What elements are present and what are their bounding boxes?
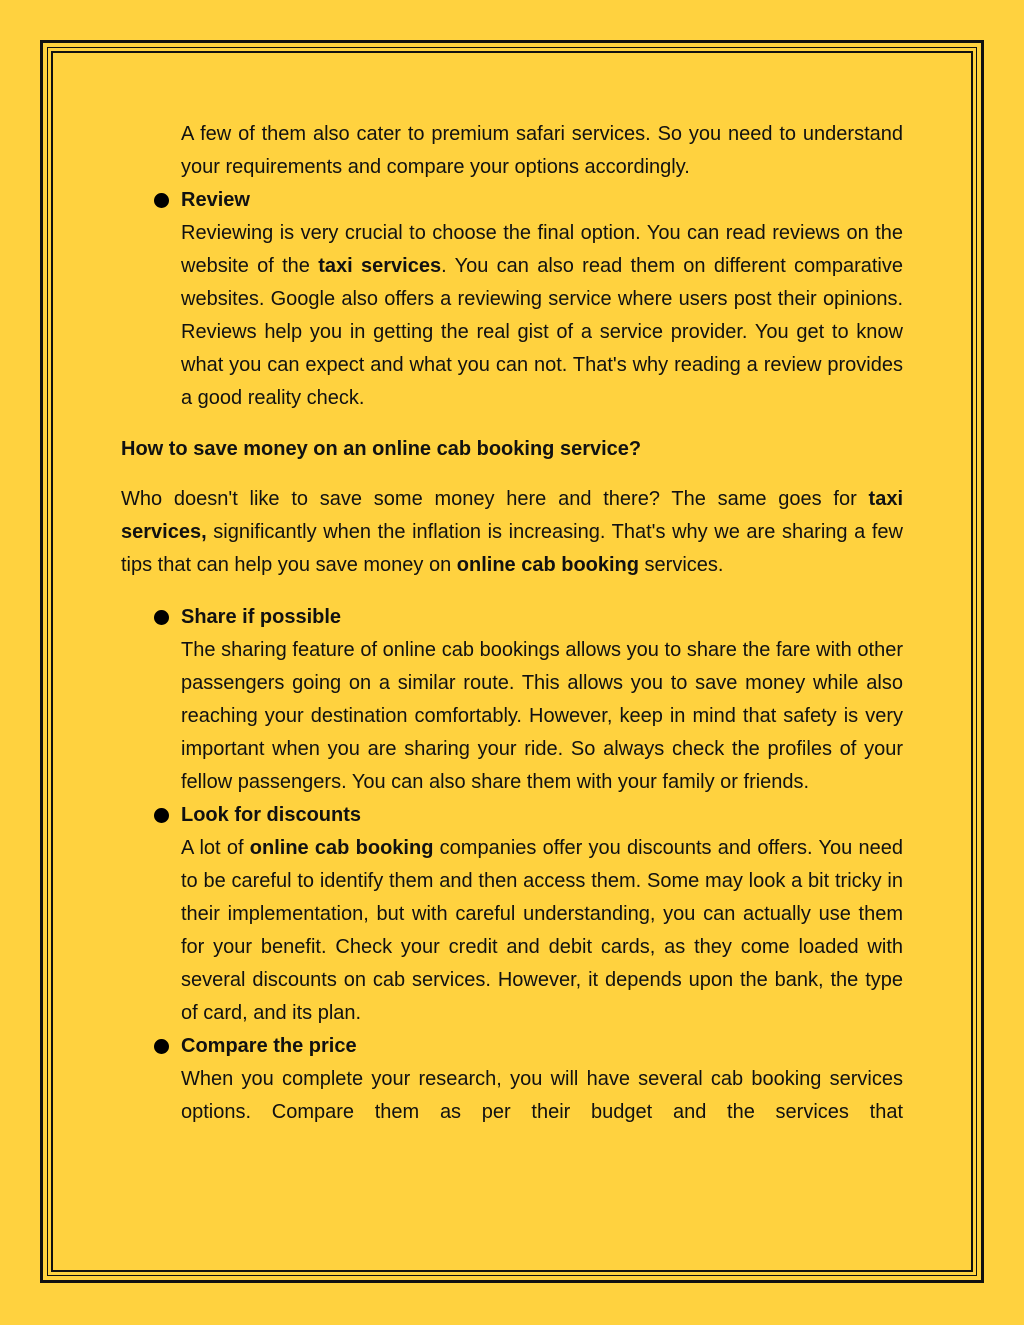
- document-body: [121, 118, 903, 1129]
- bullet-share: [181, 601, 903, 634]
- bullet-dot-icon: [154, 808, 169, 823]
- review-text-1: Reviewing is very crucial to choose the final option. You can read reviews on the website of the: [181, 222, 903, 277]
- section-heading: How to save money on an online cab booking service?: [121, 438, 642, 460]
- bullet-dot-icon: [154, 610, 169, 625]
- review-bold-taxi-services: taxi services: [318, 255, 442, 277]
- discounts-paragraph: [181, 832, 903, 1030]
- review-paragraph: [181, 217, 903, 415]
- share-text: The sharing feature of online cab bookings allows you to share the fare with other passengers going on a similar route. This allows you to save money while also reaching your destination comfortably. However, keep in mind that safety is very important when you are sharing your ride. So always check the profiles of your fellow passengers. You can also share them with your family or friends.: [181, 639, 903, 793]
- tips-intro-text-1: Who doesn't like to save some money here and there? The same goes for: [121, 488, 869, 510]
- intro-paragraph: [181, 118, 903, 184]
- tips-intro-text-3: services.: [639, 554, 724, 576]
- tips-intro-paragraph: [121, 483, 903, 582]
- discounts-bold-online-cab: online cab booking: [249, 837, 434, 859]
- bullet-discounts: [181, 799, 903, 832]
- tips-intro-text-2: significantly when the inflation is increasing. That's why we are sharing a few tips that can help you save money on: [121, 521, 903, 576]
- discounts-text-2: companies offer you discounts and offers. You need to be careful to identify them and then access them. Some may look a bit tricky in their implementation, but with careful understanding, you can actually use them for your benefit. Check your credit and debit cards, as they come loaded with several discounts on cab services. However, it depends upon the bank, the type of card, and its plan.: [181, 837, 903, 1024]
- compare-paragraph: [181, 1063, 903, 1129]
- bullet-dot-icon: [154, 1039, 169, 1054]
- review-text-2: . You can also read them on different comparative websites. Google also offers a reviewing service where users post their opinions. Reviews help you in getting the real gist of a service provider. You get to know what you can expect and what you can not. That's why reading a review provides a good reality check.: [181, 255, 903, 409]
- discounts-title: Look for discounts: [181, 804, 361, 826]
- tips-intro-bold-taxi: taxi services,: [121, 488, 903, 543]
- discounts-text-1: A lot of: [181, 837, 250, 859]
- compare-text: When you complete your research, you will have several cab booking services options. Compare them as per their budget and the services that: [181, 1068, 903, 1123]
- compare-title: Compare the price: [181, 1035, 357, 1057]
- intro-text: A few of them also cater to premium safari services. So you need to understand your requirements and compare your options accordingly.: [181, 123, 903, 178]
- bullet-review: [181, 184, 903, 217]
- share-paragraph: [181, 634, 903, 799]
- review-title: Review: [181, 189, 250, 211]
- bullet-dot-icon: [154, 193, 169, 208]
- share-title: Share if possible: [181, 606, 342, 628]
- tips-intro-bold-online-cab: online cab booking: [456, 554, 639, 576]
- bullet-compare: [181, 1030, 903, 1063]
